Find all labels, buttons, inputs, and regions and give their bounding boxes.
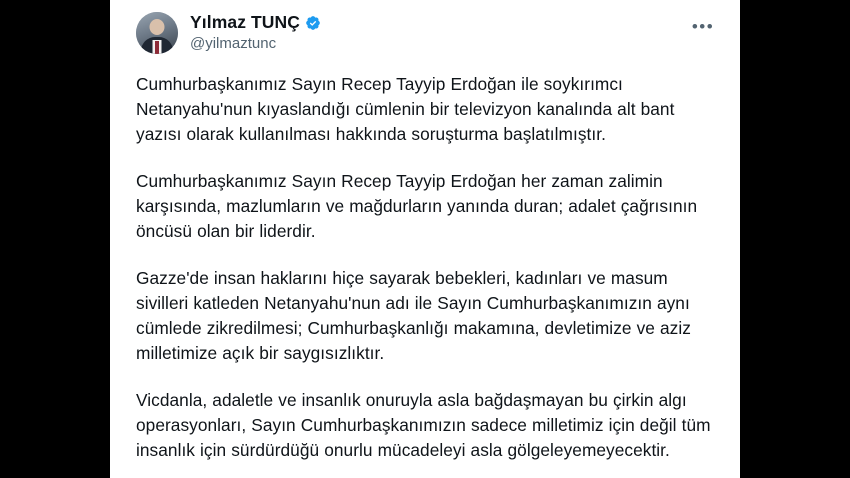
author-names bbox=[190, 12, 321, 52]
author-handle[interactable]: @yilmaztunc bbox=[190, 35, 277, 53]
tweet-paragraph: Cumhurbaşkanımız Sayın Recep Tayyip Erdoğan ile soykırımcı Netanyahu'nun kıyaslandığı cümlenin bir televizyon kanalında alt bant yazısı olarak kullanılması hakkında soruşturma başlatılmıştır. bbox=[136, 74, 675, 144]
tweet-paragraph: Vicdanla, adaletle ve insanlık onuruyla asla bağdaşmayan bu çirkin algı operasyonları, Sayın Cumhurbaşkanımızın sadece milletimiz için değil tüm insanlık için sürdürdüğü onurlu mücadeleyi asla gölgeleyemeyecektir. bbox=[136, 390, 711, 460]
tweet-paragraph: Gazze'de insan haklarını hiçe sayarak bebekleri, kadınları ve masum sivilleri katleden Netanyahu'nun adı ile Sayın Cumhurbaşkanımızın aynı cümlede zikredilmesi; Cumhurbaşkanlığı makamına, devletimize ve aziz milletimize açık bir saygısızlıktır. bbox=[136, 268, 691, 363]
more-options-icon[interactable]: ••• bbox=[691, 16, 715, 36]
tweet-card bbox=[110, 0, 740, 478]
verified-check-icon bbox=[305, 15, 321, 31]
tweet-text bbox=[132, 72, 718, 463]
avatar-head bbox=[150, 19, 165, 35]
tweet-header bbox=[132, 12, 718, 54]
tweet-paragraph: Cumhurbaşkanımız Sayın Recep Tayyip Erdoğan her zaman zalimin karşısında, mazlumların ve mağdurların yanında duran; adalet çağrısının öncüsü olan bir liderdir. bbox=[136, 171, 698, 241]
avatar-tie bbox=[155, 41, 159, 54]
display-name-row bbox=[190, 13, 321, 32]
avatar[interactable] bbox=[136, 12, 178, 54]
tweet-inner bbox=[110, 0, 740, 463]
author-display-name[interactable]: Yılmaz TUNÇ bbox=[190, 12, 301, 32]
